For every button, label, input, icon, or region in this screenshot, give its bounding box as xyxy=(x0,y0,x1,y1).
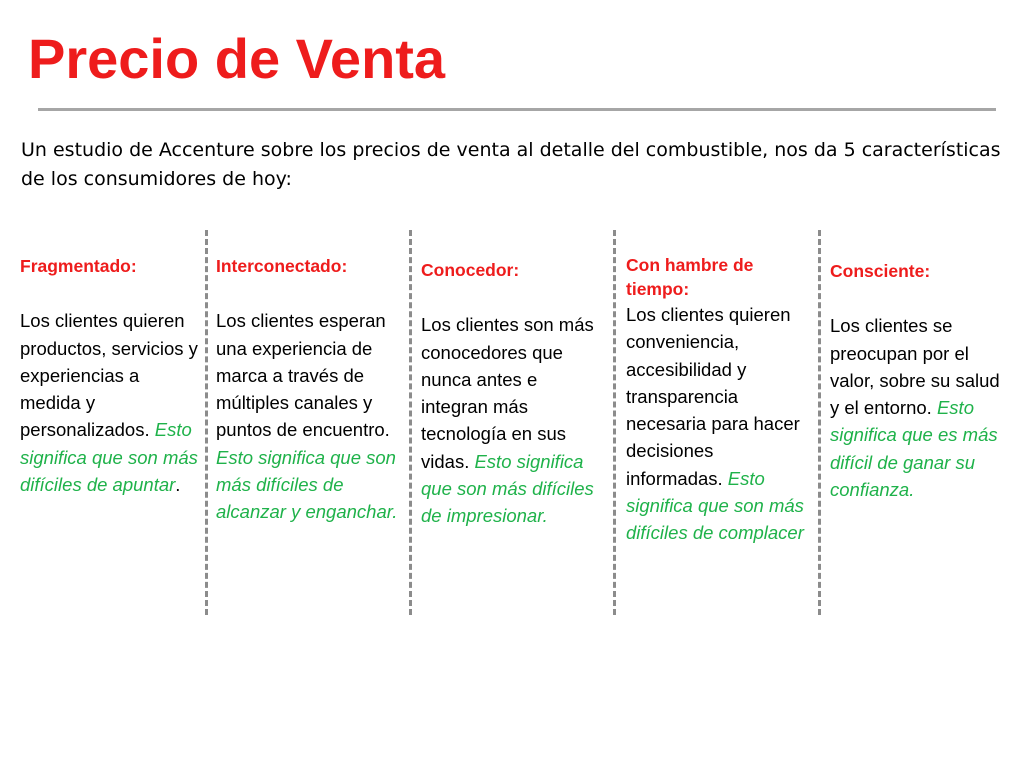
column-conocedor xyxy=(421,257,605,530)
column-heading: Fragmentado: xyxy=(20,256,137,276)
column-body: Los clientes son más conocedores que nunca antes e integran más tecnología en sus vidas. xyxy=(421,314,594,472)
column-heading: Conocedor: xyxy=(421,260,520,280)
column-highlight: Esto significa que son más difíciles de apuntar xyxy=(20,419,198,496)
intro-paragraph: Un estudio de Accenture sobre los precios de venta al detalle del combustible, nos da 5 características de los consumidores de hoy: xyxy=(21,139,1001,190)
column-highlight: Esto significa que son más difíciles de complacer xyxy=(626,467,804,544)
column-con-hambre-de-tiempo xyxy=(626,253,810,547)
column-body: Los clientes esperan una experiencia de marca a través de múltiples canales y puntos de encuentro. xyxy=(216,310,390,441)
column-tail: . xyxy=(175,474,181,496)
column-interconectado xyxy=(216,253,400,526)
column-highlight: Esto significa que es más difícil de ganar su confianza. xyxy=(830,397,998,501)
column-body: Los clientes quieren conveniencia, accesibilidad y transparencia necesaria para hacer decisiones informadas. xyxy=(626,304,800,489)
column-heading: Interconectado: xyxy=(216,256,348,276)
column-divider xyxy=(818,230,821,615)
column-divider xyxy=(409,230,412,615)
column-heading: Consciente: xyxy=(830,261,931,281)
column-body: Los clientes quieren productos, servicios y experiencias a medida y personalizados. xyxy=(20,310,198,441)
title-underline xyxy=(38,108,996,111)
column-consciente xyxy=(830,258,1014,503)
column-heading: Con hambre de tiempo: xyxy=(626,255,754,299)
column-highlight: Esto significa que son más difíciles de alcanzar y enganchar. xyxy=(216,446,398,523)
slide-title: Precio de Venta xyxy=(28,27,446,90)
column-divider xyxy=(205,230,208,615)
column-fragmentado xyxy=(20,253,204,498)
column-highlight: Esto significa que son más difíciles de impresionar. xyxy=(421,450,594,527)
column-body: Los clientes se preocupan por el valor, sobre su salud y el entorno. xyxy=(830,315,1000,419)
column-divider xyxy=(613,230,616,615)
